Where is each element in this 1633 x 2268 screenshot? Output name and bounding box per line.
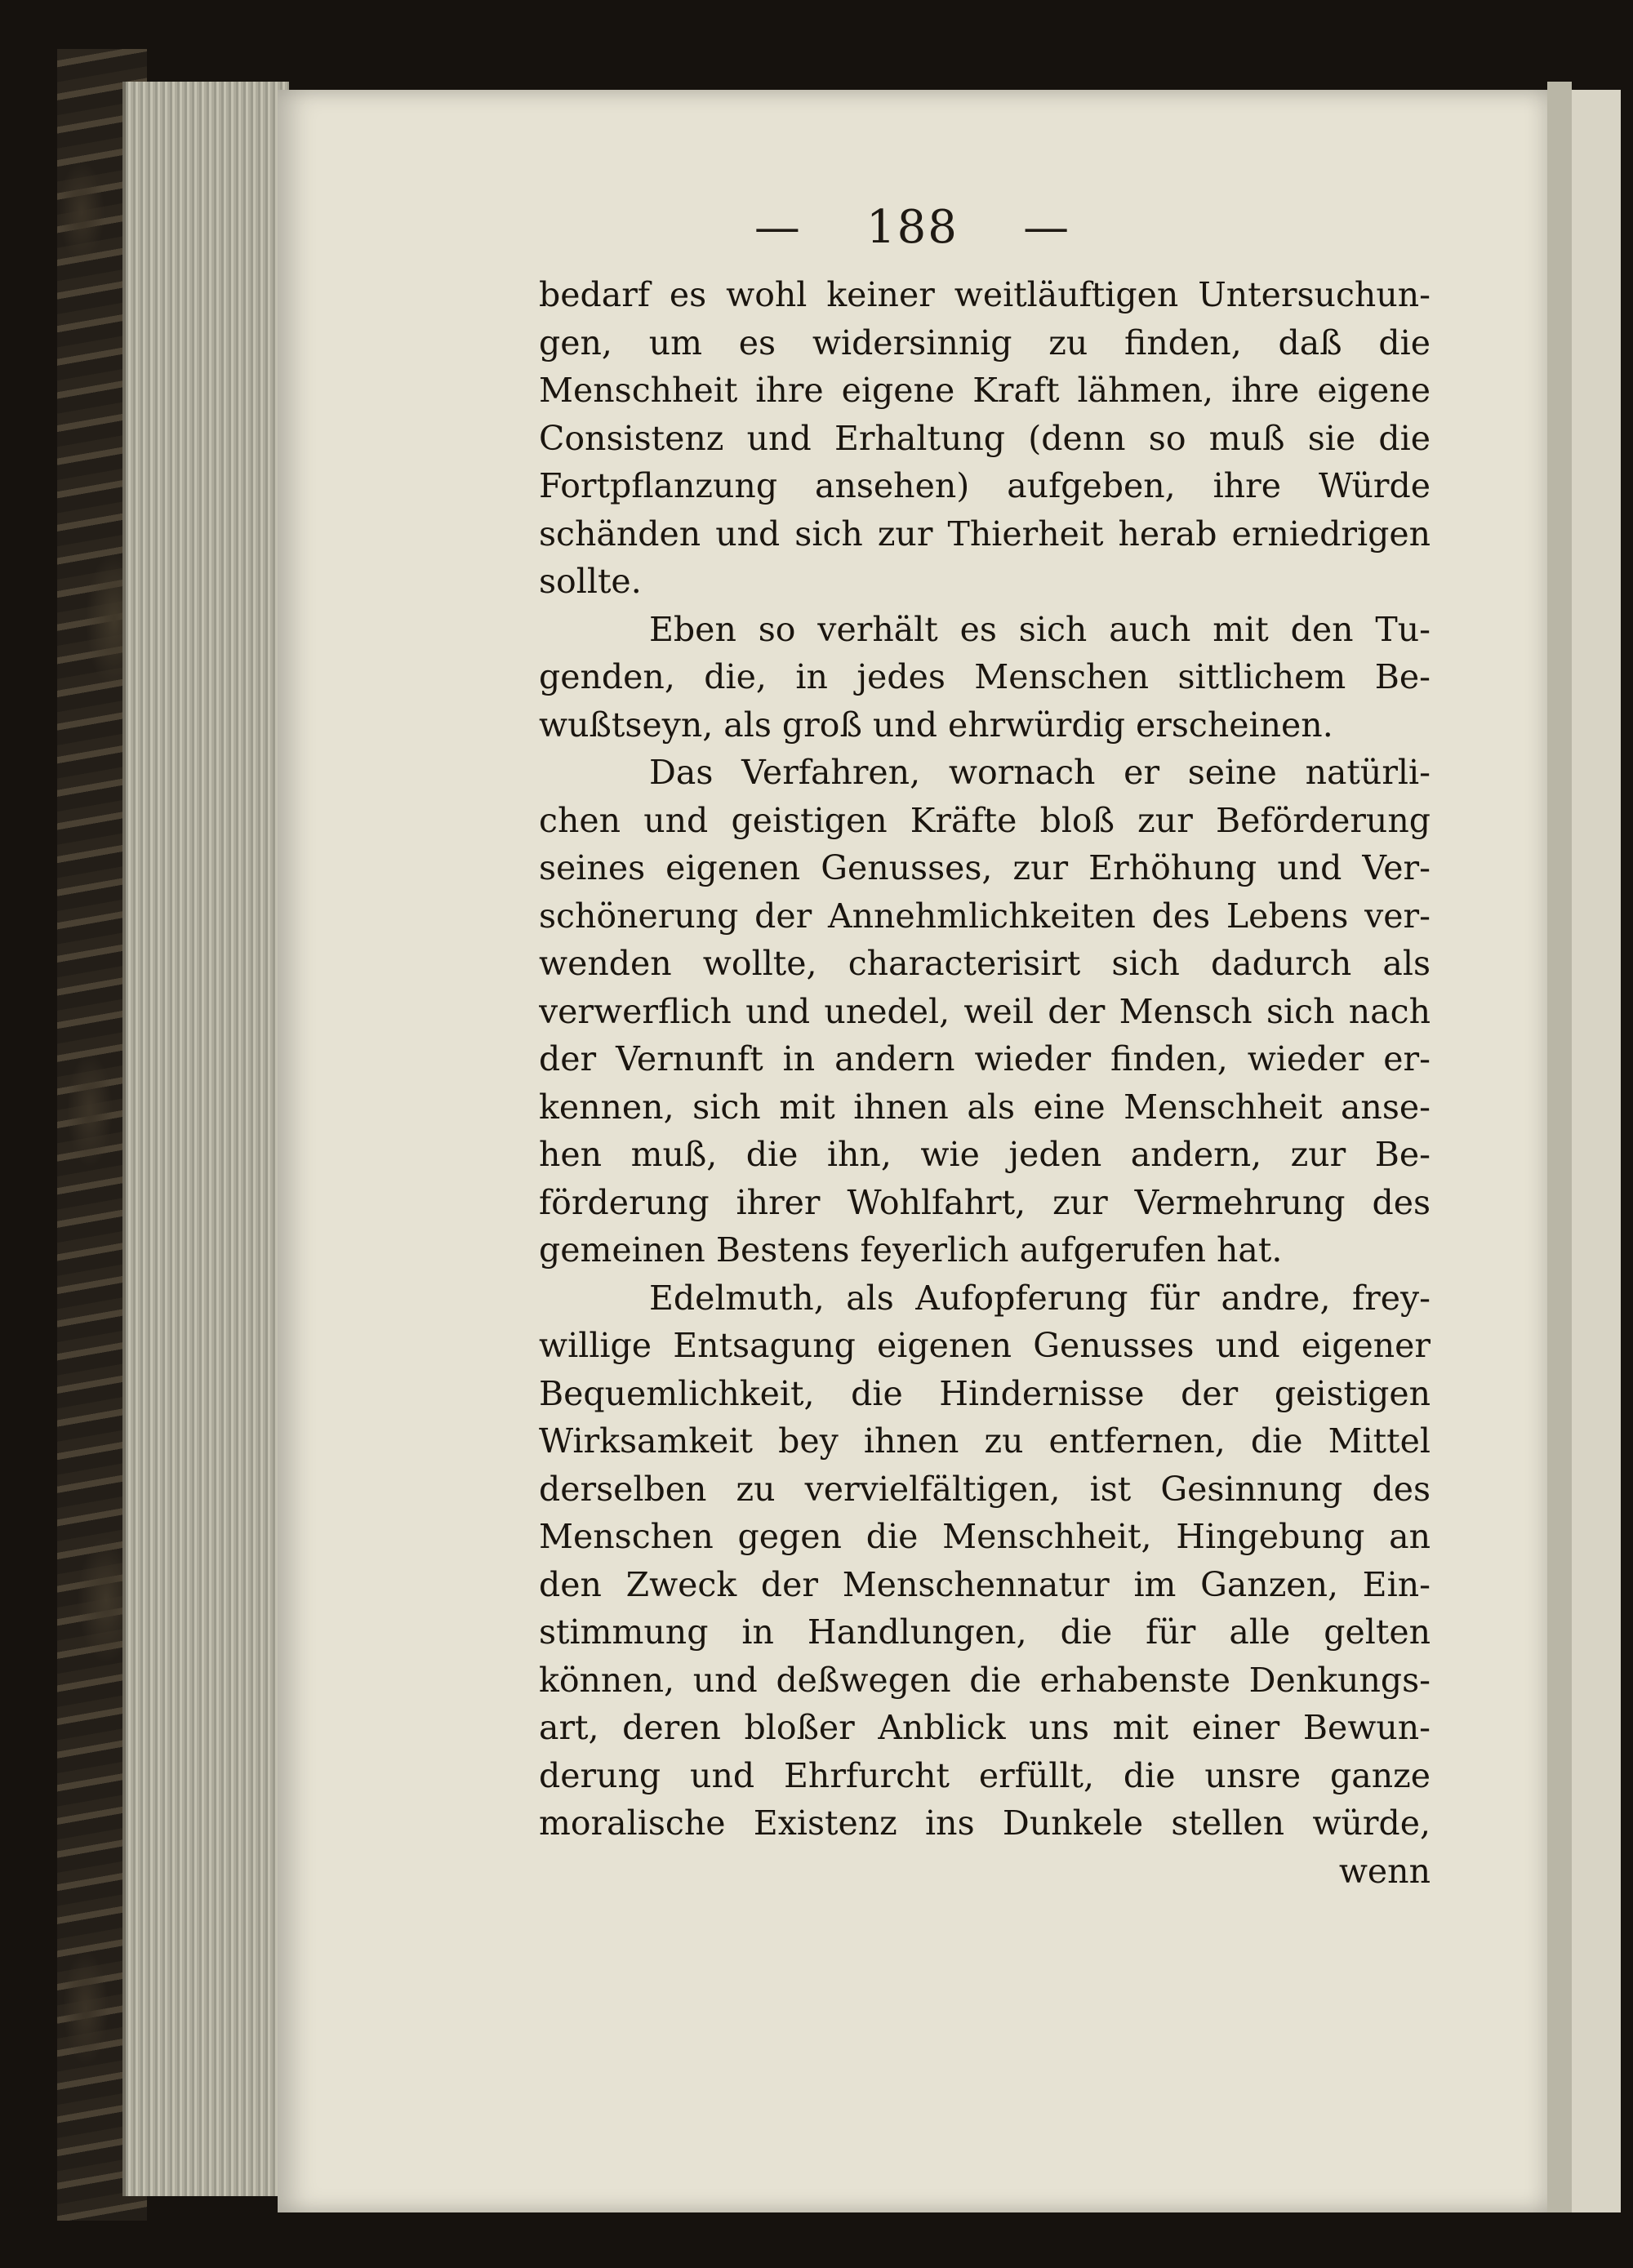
text-line: genden, die, in jedes Menschen sittlichem Be-	[539, 657, 1431, 696]
text-line: Fortpflanzung ansehen) aufgeben, ihre Würde	[539, 466, 1431, 505]
facing-page-edge	[1572, 90, 1621, 2212]
text-line: stimmung in Handlungen, die für alle gelten	[539, 1612, 1431, 1652]
catchword: wenn	[1338, 1851, 1431, 1891]
page-header	[278, 201, 1547, 254]
text-line: Menschen gegen die Menschheit, Hingebung an	[539, 1517, 1431, 1556]
paragraph-start-line: Eben so verhält es sich auch mit den Tu-	[649, 609, 1431, 649]
text-line: hen muß, die ihn, wie jeden andern, zur Be-	[539, 1135, 1431, 1174]
text-line: wenden wollte, characterisirt sich dadurch als	[539, 944, 1431, 983]
text-line: bedarf es wohl keiner weitläuftigen Untersuchun-	[539, 275, 1431, 314]
text-line: förderung ihrer Wohlfahrt, zur Vermehrung des	[539, 1182, 1431, 1222]
paragraph-start-line: Das Verfahren, wornach er seine natürli-	[649, 753, 1431, 792]
text-line: derselben zu vervielfältigen, ist Gesinnung des	[539, 1469, 1431, 1509]
gutter	[1547, 82, 1572, 2212]
text-line: Menschheit ihre eigene Kraft lähmen, ihre eigene	[539, 371, 1431, 410]
text-line: schönerung der Annehmlichkeiten des Lebens ver-	[539, 896, 1431, 936]
text-line: willige Entsagung eigenen Genusses und eigener	[539, 1326, 1431, 1365]
text-line: schänden und sich zur Thierheit herab erniedrigen	[539, 514, 1431, 554]
page-stack	[122, 82, 289, 2196]
header-dash-right: —	[1023, 201, 1071, 254]
text-line: kennen, sich mit ihnen als eine Menschheit anse-	[539, 1087, 1431, 1127]
text-line: Consistenz und Erhaltung (denn so muß sie die	[539, 418, 1431, 458]
text-line: den Zweck der Menschennatur im Ganzen, Ein-	[539, 1564, 1431, 1604]
text-line: gen, um es widersinnig zu finden, daß die	[539, 322, 1431, 362]
text-line: chen und geistigen Kräfte bloß zur Beförderung	[539, 800, 1431, 840]
text-line: Bequemlichkeit, die Hindernisse der geistigen	[539, 1373, 1431, 1413]
text-line: Wirksamkeit bey ihnen zu entfernen, die Mittel	[539, 1421, 1431, 1461]
text-line: verwerflich und unedel, weil der Mensch sich nach	[539, 991, 1431, 1031]
text-line: der Vernunft in andern wieder finden, wieder er-	[539, 1039, 1431, 1078]
paragraph-start-line: Edelmuth, als Aufopferung für andre, frey-	[649, 1278, 1431, 1318]
text-line: wußtseyn, als groß und ehrwürdig erscheinen.	[539, 705, 1333, 745]
text-line: seines eigenen Genusses, zur Erhöhung und Ver-	[539, 848, 1431, 887]
text-line: derung und Ehrfurcht erfüllt, die unsre ganze	[539, 1755, 1431, 1795]
page-number: 188	[866, 201, 959, 254]
text-line: moralische Existenz ins Dunkele stellen würde,	[539, 1803, 1431, 1843]
body-text	[539, 271, 1431, 1895]
header-dash-left: —	[754, 201, 802, 254]
text-line: gemeinen Bestens feyerlich aufgerufen hat.	[539, 1230, 1283, 1270]
text-line: können, und deßwegen die erhabenste Denkungs-	[539, 1660, 1431, 1700]
text-line: art, deren bloßer Anblick uns mit einer Bewun-	[539, 1708, 1431, 1747]
text-line: sollte.	[539, 562, 642, 601]
